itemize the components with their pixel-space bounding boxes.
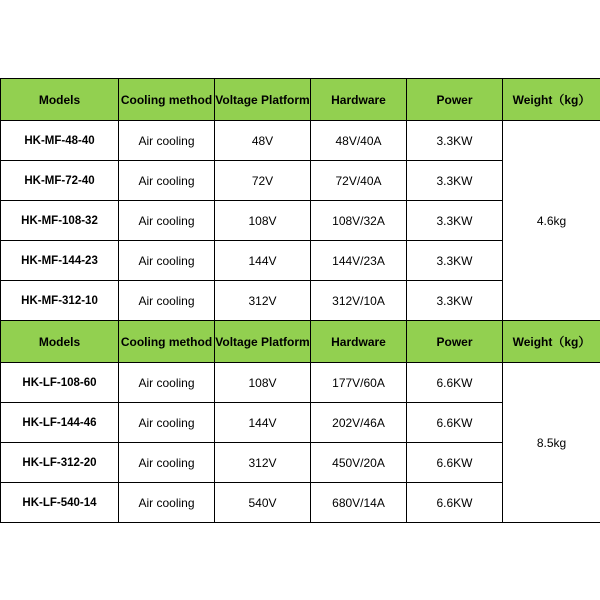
voltage-cell: 144V: [215, 403, 311, 443]
voltage-cell: 72V: [215, 161, 311, 201]
model-cell: HK-LF-312-20: [1, 443, 119, 483]
hardware-cell: 144V/23A: [311, 241, 407, 281]
header-cooling: Cooling method: [119, 79, 215, 121]
power-cell: 6.6KW: [407, 403, 503, 443]
power-cell: 6.6KW: [407, 483, 503, 523]
power-cell: 3.3KW: [407, 241, 503, 281]
voltage-cell: 144V: [215, 241, 311, 281]
model-cell: HK-LF-144-46: [1, 403, 119, 443]
hardware-cell: 450V/20A: [311, 443, 407, 483]
table-row: [1, 121, 600, 161]
power-cell: 6.6KW: [407, 363, 503, 403]
table-row: [1, 363, 600, 403]
header-power: Power: [407, 321, 503, 363]
header-row-lf: [1, 321, 600, 363]
cooling-cell: Air cooling: [119, 483, 215, 523]
cooling-cell: Air cooling: [119, 443, 215, 483]
hardware-cell: 312V/10A: [311, 281, 407, 321]
cooling-cell: Air cooling: [119, 281, 215, 321]
header-hardware: Hardware: [311, 79, 407, 121]
cooling-cell: Air cooling: [119, 121, 215, 161]
power-cell: 3.3KW: [407, 121, 503, 161]
model-cell: HK-MF-312-10: [1, 281, 119, 321]
voltage-cell: 108V: [215, 363, 311, 403]
hardware-cell: 108V/32A: [311, 201, 407, 241]
cooling-cell: Air cooling: [119, 241, 215, 281]
header-weight: Weight（kg）: [503, 79, 600, 121]
power-cell: 3.3KW: [407, 201, 503, 241]
model-cell: HK-MF-144-23: [1, 241, 119, 281]
weight-cell-lf: 8.5kg: [503, 363, 600, 523]
weight-cell-mf: 4.6kg: [503, 121, 600, 321]
cooling-cell: Air cooling: [119, 161, 215, 201]
header-power: Power: [407, 79, 503, 121]
header-models: Models: [1, 79, 119, 121]
cooling-cell: Air cooling: [119, 363, 215, 403]
cooling-cell: Air cooling: [119, 403, 215, 443]
power-cell: 3.3KW: [407, 161, 503, 201]
model-cell: HK-MF-72-40: [1, 161, 119, 201]
header-voltage: Voltage Platform: [215, 79, 311, 121]
header-weight: Weight（kg）: [503, 321, 600, 363]
cooling-cell: Air cooling: [119, 201, 215, 241]
model-cell: HK-MF-108-32: [1, 201, 119, 241]
hardware-cell: 177V/60A: [311, 363, 407, 403]
power-cell: 3.3KW: [407, 281, 503, 321]
voltage-cell: 540V: [215, 483, 311, 523]
voltage-cell: 48V: [215, 121, 311, 161]
header-row-mf: [1, 79, 600, 121]
model-cell: HK-LF-108-60: [1, 363, 119, 403]
hardware-cell: 680V/14A: [311, 483, 407, 523]
model-cell: HK-MF-48-40: [1, 121, 119, 161]
hardware-cell: 48V/40A: [311, 121, 407, 161]
header-voltage: Voltage Platform: [215, 321, 311, 363]
voltage-cell: 108V: [215, 201, 311, 241]
header-hardware: Hardware: [311, 321, 407, 363]
voltage-cell: 312V: [215, 443, 311, 483]
header-cooling: Cooling method: [119, 321, 215, 363]
hardware-cell: 72V/40A: [311, 161, 407, 201]
spec-table: [0, 78, 600, 523]
power-cell: 6.6KW: [407, 443, 503, 483]
header-models: Models: [1, 321, 119, 363]
hardware-cell: 202V/46A: [311, 403, 407, 443]
model-cell: HK-LF-540-14: [1, 483, 119, 523]
voltage-cell: 312V: [215, 281, 311, 321]
